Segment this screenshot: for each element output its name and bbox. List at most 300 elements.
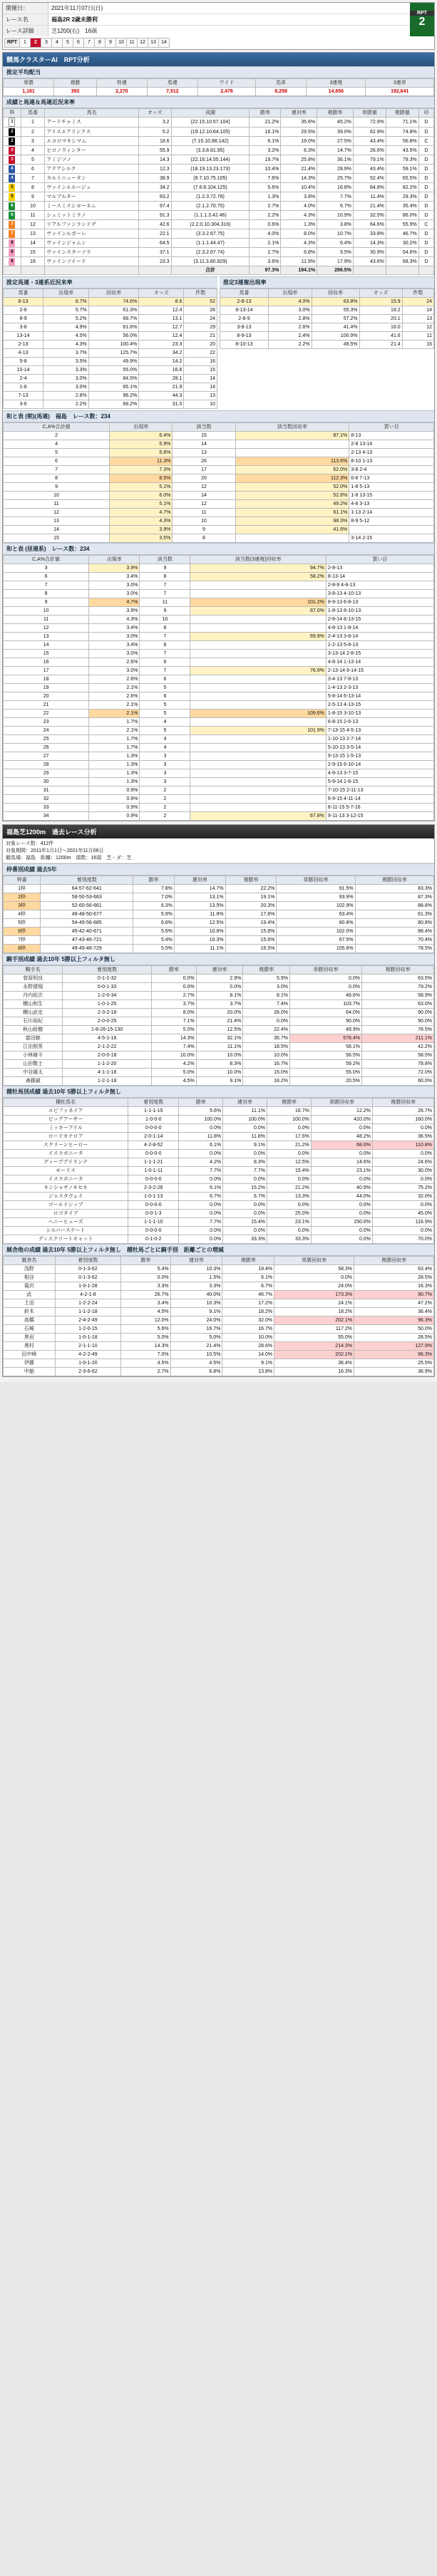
- cas1-appear: 3.5%: [110, 534, 173, 543]
- sire-record: 1-0-1-13: [128, 1193, 179, 1201]
- rpt-num-2[interactable]: 2: [30, 38, 41, 48]
- sire-fuku-rate: 25.0%: [267, 1210, 311, 1218]
- table-row[interactable]: [4, 220, 434, 229]
- cas2-key: 24: [4, 727, 89, 735]
- table-row[interactable]: [4, 928, 434, 936]
- table-row[interactable]: [4, 650, 434, 658]
- cas2-picks: 4-8-13 1-8-14: [326, 624, 433, 633]
- table-row[interactable]: [4, 192, 434, 202]
- frame-fuku-return: 83.3%: [355, 885, 433, 893]
- table-row[interactable]: [4, 598, 434, 607]
- horse-number: 9: [21, 192, 45, 202]
- horse-mark: D: [418, 257, 433, 266]
- table-row[interactable]: [4, 1201, 434, 1210]
- table-row[interactable]: [4, 1274, 434, 1282]
- frame-key: 8枠: [4, 945, 41, 953]
- sire-win-rate: 100.0%: [179, 1116, 223, 1124]
- stable-record: 1-2-0-15: [55, 1325, 120, 1334]
- renkei-left-appear: 2.8%: [43, 392, 89, 400]
- cas2-key: 17: [4, 667, 89, 675]
- table-row[interactable]: [4, 778, 434, 786]
- renkei-right-combo: 2-8-13: [220, 298, 269, 306]
- table-row[interactable]: [4, 769, 434, 778]
- renkei-left-col-2: 回収率: [88, 289, 138, 298]
- frame-fuku-return: 88.8%: [355, 902, 433, 910]
- cas2-count: 7: [140, 650, 190, 658]
- rpt-num-3[interactable]: 3: [41, 38, 52, 48]
- table-row[interactable]: [4, 366, 217, 375]
- table-row[interactable]: [4, 616, 434, 624]
- stable-ren-rate: 10.3%: [170, 1299, 222, 1308]
- sire-record: 0-0-0-0: [128, 1227, 179, 1235]
- table-row[interactable]: [4, 1051, 434, 1060]
- table-row[interactable]: [4, 735, 434, 744]
- cas2-key: 10: [4, 607, 89, 616]
- stable-ren-rate: 5.0%: [170, 1334, 222, 1342]
- rpt-num-6[interactable]: 6: [73, 38, 84, 48]
- sire-record: 0-0-0-0: [128, 1201, 179, 1210]
- horse-fuku-rate: 27.5%: [317, 137, 354, 146]
- table-row[interactable]: [4, 910, 434, 919]
- renkei-left-appear: 3.7%: [43, 349, 89, 358]
- frame-stats-body: [4, 885, 434, 953]
- table-row[interactable]: [4, 919, 434, 928]
- table-row[interactable]: [4, 983, 434, 992]
- table-row[interactable]: [4, 257, 434, 266]
- table-row[interactable]: [4, 1368, 434, 1376]
- table-row[interactable]: [4, 761, 434, 769]
- table-row[interactable]: [4, 1077, 434, 1086]
- renkei-left-col-1: 出現率: [43, 289, 89, 298]
- horse-ren-rate: 4.3%: [281, 211, 317, 220]
- horse-number: 10: [21, 202, 45, 211]
- stable-win-rate: 3.3%: [121, 1282, 171, 1291]
- table-row[interactable]: [220, 332, 434, 341]
- sire-key: ゴールドシップ: [4, 1201, 128, 1210]
- table-row[interactable]: [4, 812, 434, 821]
- cas2-col-0: C,A%合計値: [4, 556, 89, 564]
- table-row[interactable]: [4, 440, 434, 449]
- frame-stats-head: [4, 876, 434, 885]
- renkei-left-count: 24: [184, 315, 217, 323]
- table-row[interactable]: [4, 137, 434, 146]
- table-row[interactable]: [4, 474, 434, 483]
- rpt-num-10[interactable]: 10: [115, 38, 127, 48]
- table-row[interactable]: [4, 744, 434, 752]
- cas1-count: 11: [173, 509, 235, 517]
- table-row[interactable]: [4, 893, 434, 902]
- stable-fuku-return: 25.5%: [354, 1359, 434, 1368]
- cas2-return: [190, 761, 326, 769]
- rpt-num-11[interactable]: 11: [126, 38, 138, 48]
- table-row[interactable]: [4, 526, 434, 534]
- table-row[interactable]: [4, 936, 434, 945]
- horse-col-4: 成績: [171, 109, 250, 118]
- table-row[interactable]: [220, 341, 434, 349]
- sire-key: イスラボニータ: [4, 1150, 128, 1158]
- table-row[interactable]: [4, 315, 217, 323]
- renkei-left-odds: 16.6: [139, 366, 184, 375]
- frame-tan-return: 63.4%: [277, 910, 355, 919]
- table-row[interactable]: [4, 323, 217, 332]
- table-row[interactable]: [4, 517, 434, 526]
- horse-ren-rate: 4.0%: [281, 202, 317, 211]
- table-row[interactable]: [4, 1218, 434, 1227]
- sire-record: 2-0-1-14: [128, 1133, 179, 1141]
- avg-col-0: 単勝: [4, 79, 54, 88]
- table-row[interactable]: [4, 155, 434, 165]
- horse-number: 13: [21, 229, 45, 239]
- cas2-appear: 3.4%: [89, 573, 140, 581]
- table-row[interactable]: [4, 1116, 434, 1124]
- cas2-return: [190, 590, 326, 598]
- table-row[interactable]: [4, 658, 434, 667]
- sire-fuku-return: 0.0%: [372, 1124, 433, 1133]
- table-row[interactable]: [4, 128, 434, 137]
- table-row[interactable]: [4, 624, 434, 633]
- cas2-key: 23: [4, 718, 89, 727]
- renkei-right-count: 12: [402, 323, 433, 332]
- table-row[interactable]: [4, 1034, 434, 1043]
- table-row[interactable]: [4, 202, 434, 211]
- frame-ren-rate: 10.8%: [174, 928, 225, 936]
- horse-win-rate: 2.7%: [250, 248, 281, 257]
- horse-tan-return: 84.8%: [353, 183, 386, 192]
- renkei-left-combo: 3-6: [4, 400, 43, 409]
- table-row[interactable]: [4, 718, 434, 727]
- table-row[interactable]: [4, 804, 434, 812]
- cas2-count: 7: [140, 667, 190, 675]
- stable-record: 1-1-2-18: [55, 1308, 120, 1316]
- table-row[interactable]: [4, 432, 434, 440]
- table-row[interactable]: [4, 1291, 434, 1299]
- horse-mark: D: [418, 229, 433, 239]
- horse-name: ヒロノウィンター: [45, 146, 139, 155]
- rpt-num-4[interactable]: 4: [51, 38, 63, 48]
- cas1-appear: 6.4%: [110, 432, 173, 440]
- table-row[interactable]: [4, 509, 434, 517]
- table-row[interactable]: [4, 211, 434, 220]
- stable-tan-return: 55.0%: [274, 1334, 354, 1342]
- sire-win-rate: 6.7%: [179, 1193, 223, 1201]
- jockey-key: 斎藤誠: [4, 1077, 63, 1086]
- rpt-num-9[interactable]: 9: [105, 38, 116, 48]
- horse-name: ヴァインルルージュ: [45, 183, 139, 192]
- renkei-left-return: 61.3%: [88, 306, 138, 315]
- sire-key: ジャスタウェイ: [4, 1193, 128, 1201]
- table-row[interactable]: [4, 118, 434, 128]
- jockey-fuku-return: 63.0%: [361, 1000, 433, 1009]
- table-row[interactable]: [4, 375, 217, 383]
- table-row[interactable]: [4, 581, 434, 590]
- horse-fuku-return: 43.5%: [386, 146, 418, 155]
- table-row[interactable]: [4, 1150, 434, 1158]
- frame-stats-title: 枠番別成績 過去5年: [3, 863, 434, 876]
- table-row[interactable]: [4, 1351, 434, 1359]
- stable-win-rate: 4.5%: [121, 1308, 171, 1316]
- horse-mark: D: [418, 211, 433, 220]
- table-row[interactable]: [4, 945, 434, 953]
- jockey-key: 菅原明良: [4, 975, 63, 983]
- table-row[interactable]: [4, 607, 434, 616]
- table-row[interactable]: [4, 1359, 434, 1368]
- stable-tan-return: 36.4%: [274, 1359, 354, 1368]
- renkei-left-count: 15: [184, 366, 217, 375]
- jockey-ren-rate: 8.1%: [196, 992, 243, 1000]
- cas2-count: 4: [140, 718, 190, 727]
- table-row[interactable]: [4, 341, 217, 349]
- table-row[interactable]: [4, 1227, 434, 1235]
- renkei-left-combo: 10-14: [4, 366, 43, 375]
- table-row[interactable]: [4, 1107, 434, 1116]
- jockey-fuku-return: 63.5%: [361, 975, 433, 983]
- table-row[interactable]: [4, 1009, 434, 1017]
- table-row[interactable]: [4, 1133, 434, 1141]
- stable-fuku-rate: 10.0%: [222, 1334, 274, 1342]
- table-row[interactable]: [4, 457, 434, 466]
- horse-win-rate: 2.2%: [250, 211, 281, 220]
- rpt-number-strip[interactable]: [3, 36, 434, 49]
- cas1-picks: 1-8 5-13: [349, 483, 434, 492]
- cas2-appear: 3.4%: [89, 624, 140, 633]
- table-row[interactable]: [4, 146, 434, 155]
- rpt-num-14[interactable]: 14: [158, 38, 170, 48]
- table-row[interactable]: [4, 590, 434, 598]
- table-row[interactable]: [4, 641, 434, 650]
- table-row[interactable]: [4, 383, 217, 392]
- renkei-left-combo: 3-8: [4, 323, 43, 332]
- table-row[interactable]: [220, 323, 434, 332]
- table-row[interactable]: [4, 692, 434, 701]
- table-row[interactable]: [4, 1124, 434, 1133]
- cas2-return: [190, 675, 326, 684]
- horse-number: 4: [21, 146, 45, 155]
- table-row[interactable]: [4, 400, 217, 409]
- sire-fuku-rate: 0.0%: [267, 1175, 311, 1184]
- table-row[interactable]: [4, 1308, 434, 1316]
- table-row[interactable]: [4, 752, 434, 761]
- table-row[interactable]: [4, 992, 434, 1000]
- table-row[interactable]: [4, 1299, 434, 1308]
- table-row[interactable]: [4, 1175, 434, 1184]
- horse-fuku-rate: 6.7%: [317, 202, 354, 211]
- horse-record: (8.7.10.75.105): [171, 174, 250, 183]
- rpt-num-8[interactable]: 8: [94, 38, 106, 48]
- table-row[interactable]: [4, 573, 434, 581]
- stable-fuku-return: 50.0%: [354, 1325, 434, 1334]
- frame-badge: 8: [4, 239, 21, 248]
- table-row[interactable]: [4, 795, 434, 804]
- table-row[interactable]: [220, 315, 434, 323]
- sire-ren-rate: 15.2%: [223, 1184, 267, 1193]
- table-row[interactable]: [4, 449, 434, 457]
- table-row[interactable]: [4, 358, 217, 366]
- jockey-ren-rate: 3.7%: [196, 1000, 243, 1009]
- race-header: [2, 2, 435, 50]
- table-row[interactable]: [4, 684, 434, 692]
- cas1-key: 11: [4, 500, 110, 509]
- renkei-right-appear: 3.0%: [268, 306, 312, 315]
- cas2-key: 8: [4, 590, 89, 598]
- table-row[interactable]: [4, 902, 434, 910]
- table-row[interactable]: [4, 306, 217, 315]
- rpt-num-1[interactable]: 1: [19, 38, 31, 48]
- table-row[interactable]: [4, 667, 434, 675]
- sire-key: ディープブリランテ: [4, 1158, 128, 1167]
- cas2-appear: 0.9%: [89, 812, 140, 821]
- cas2-picks: 1-4-13 2-3-13: [326, 684, 433, 692]
- jockey-tan-return: 55.0%: [290, 1069, 362, 1077]
- sire-win-rate: 4.2%: [179, 1158, 223, 1167]
- table-row[interactable]: [4, 1235, 434, 1244]
- sire-fuku-rate: 21.2%: [267, 1141, 311, 1150]
- sire-fuku-rate: 17.6%: [267, 1133, 311, 1141]
- table-row[interactable]: [4, 239, 434, 248]
- table-row[interactable]: [4, 885, 434, 893]
- table-row[interactable]: [4, 710, 434, 718]
- table-row[interactable]: [4, 392, 217, 400]
- table-row[interactable]: [4, 174, 434, 183]
- horse-total: 194.1%: [281, 266, 317, 275]
- sire-record: 1-1-1-10: [128, 1218, 179, 1227]
- renkei-left-appear: 4.3%: [43, 341, 89, 349]
- table-row[interactable]: [4, 1141, 434, 1150]
- cas2-table: [3, 555, 434, 821]
- stable-ren-rate: 10.3%: [170, 1265, 222, 1274]
- frame-record: 58-50-53-663: [41, 893, 133, 902]
- course-analysis-panel: [2, 824, 435, 1377]
- avg-value: 393: [54, 88, 97, 96]
- frame-key: 7枠: [4, 936, 41, 945]
- renkei-left-appear: 8.7%: [43, 298, 89, 306]
- cas2-appear: 3.0%: [89, 633, 140, 641]
- jockey-win-rate: 0.0%: [151, 983, 196, 992]
- table-row[interactable]: [4, 229, 434, 239]
- sire-win-rate: 6.1%: [179, 1141, 223, 1150]
- sire-ren-rate: 15.4%: [223, 1218, 267, 1227]
- stable-tan-return: 173.3%: [274, 1291, 354, 1299]
- table-row[interactable]: [220, 298, 434, 306]
- frame-badge: 4: [4, 174, 21, 183]
- stable-col-4: 複勝率: [222, 1257, 274, 1265]
- table-row[interactable]: [4, 298, 217, 306]
- cas1-appear: 5.1%: [110, 483, 173, 492]
- table-row[interactable]: [4, 1017, 434, 1026]
- horse-record: (22.15.10.57.104): [171, 118, 250, 128]
- table-row[interactable]: [4, 1193, 434, 1201]
- table-row[interactable]: [4, 483, 434, 492]
- table-row[interactable]: [220, 306, 434, 315]
- table-row[interactable]: [4, 675, 434, 684]
- cas2-key: 16: [4, 658, 89, 667]
- rpt-num-13[interactable]: 13: [148, 38, 159, 48]
- table-row[interactable]: [4, 1316, 434, 1325]
- table-row[interactable]: [4, 1265, 434, 1274]
- cas2-count: 7: [140, 581, 190, 590]
- rpt-num-5[interactable]: 5: [62, 38, 73, 48]
- horse-fuku-return: 35.4%: [386, 202, 418, 211]
- table-row[interactable]: [4, 332, 217, 341]
- horse-odds: 91.3: [139, 211, 172, 220]
- frame-badge: 3: [4, 146, 21, 155]
- table-row[interactable]: [4, 183, 434, 192]
- cas2-return: 87.0%: [190, 607, 326, 616]
- cas2-picks: 1-8-15 3-10-13: [326, 710, 433, 718]
- horse-fuku-rate: 9.5%: [317, 248, 354, 257]
- cas1-return: 113.6%: [235, 457, 349, 466]
- table-row[interactable]: [4, 1167, 434, 1175]
- rpt-num-7[interactable]: 7: [83, 38, 95, 48]
- rpt-num-12[interactable]: 12: [137, 38, 148, 48]
- table-row[interactable]: [4, 1026, 434, 1034]
- table-row[interactable]: [4, 786, 434, 795]
- stable-key: 高橋: [4, 1316, 56, 1325]
- jockey-fuku-return: 72.0%: [361, 1069, 433, 1077]
- table-row[interactable]: [4, 1342, 434, 1351]
- horse-fuku-rate: 10.7%: [317, 229, 354, 239]
- jockey-key: 丹内祐次: [4, 992, 63, 1000]
- horse-fuku-return: 79.3%: [386, 155, 418, 165]
- sire-key: シルバーステート: [4, 1227, 128, 1235]
- table-row[interactable]: [4, 633, 434, 641]
- renkei-right-panel: [220, 276, 434, 409]
- table-row[interactable]: [4, 1334, 434, 1342]
- cas1-appear: 5.6%: [110, 449, 173, 457]
- cas2-return: [190, 650, 326, 658]
- table-row[interactable]: [4, 1184, 434, 1193]
- table-row[interactable]: [4, 248, 434, 257]
- table-row[interactable]: [4, 165, 434, 174]
- table-row[interactable]: [4, 564, 434, 573]
- table-row[interactable]: [4, 1210, 434, 1218]
- table-row[interactable]: [4, 534, 434, 543]
- table-row[interactable]: [4, 1158, 434, 1167]
- frame-win-rate: 5.4%: [133, 936, 175, 945]
- frame-col-6: 複勝回収率: [355, 876, 433, 885]
- jockey-fuku-rate: 18.2%: [243, 1077, 290, 1086]
- table-row[interactable]: [4, 727, 434, 735]
- table-row[interactable]: [4, 1060, 434, 1069]
- cas1-return: 52.0%: [235, 483, 349, 492]
- stable-fuku-rate: 6.7%: [222, 1282, 274, 1291]
- table-row[interactable]: [4, 1043, 434, 1051]
- table-row[interactable]: [4, 500, 434, 509]
- cas2-key: 29: [4, 769, 89, 778]
- cas1-count: 14: [173, 492, 235, 500]
- table-row[interactable]: [4, 701, 434, 710]
- horse-odds: 83.2: [139, 192, 172, 202]
- table-row[interactable]: [4, 349, 217, 358]
- table-row[interactable]: [4, 466, 434, 474]
- cas2-count: 3: [140, 761, 190, 769]
- stable-fuku-rate: 19.4%: [222, 1265, 274, 1274]
- frame-tan-return: 93.9%: [277, 893, 355, 902]
- table-row[interactable]: [4, 492, 434, 500]
- cas2-picks: 5-9-14 1-6-15: [326, 778, 433, 786]
- sire-tan-return: 0.0%: [311, 1175, 372, 1184]
- horse-odds: 38.9: [139, 174, 172, 183]
- horse-win-rate: 4.0%: [250, 229, 281, 239]
- avg-payout-head: [4, 79, 434, 88]
- table-row[interactable]: [4, 975, 434, 983]
- stable-win-rate: 12.0%: [121, 1316, 171, 1325]
- table-row[interactable]: [4, 1325, 434, 1334]
- table-row[interactable]: [4, 1000, 434, 1009]
- sire-key: キンシャサノキセキ: [4, 1184, 128, 1193]
- table-row[interactable]: [4, 1282, 434, 1291]
- table-row[interactable]: [4, 1069, 434, 1077]
- cas2-picks: 3-4-13 7-8-13: [326, 675, 433, 684]
